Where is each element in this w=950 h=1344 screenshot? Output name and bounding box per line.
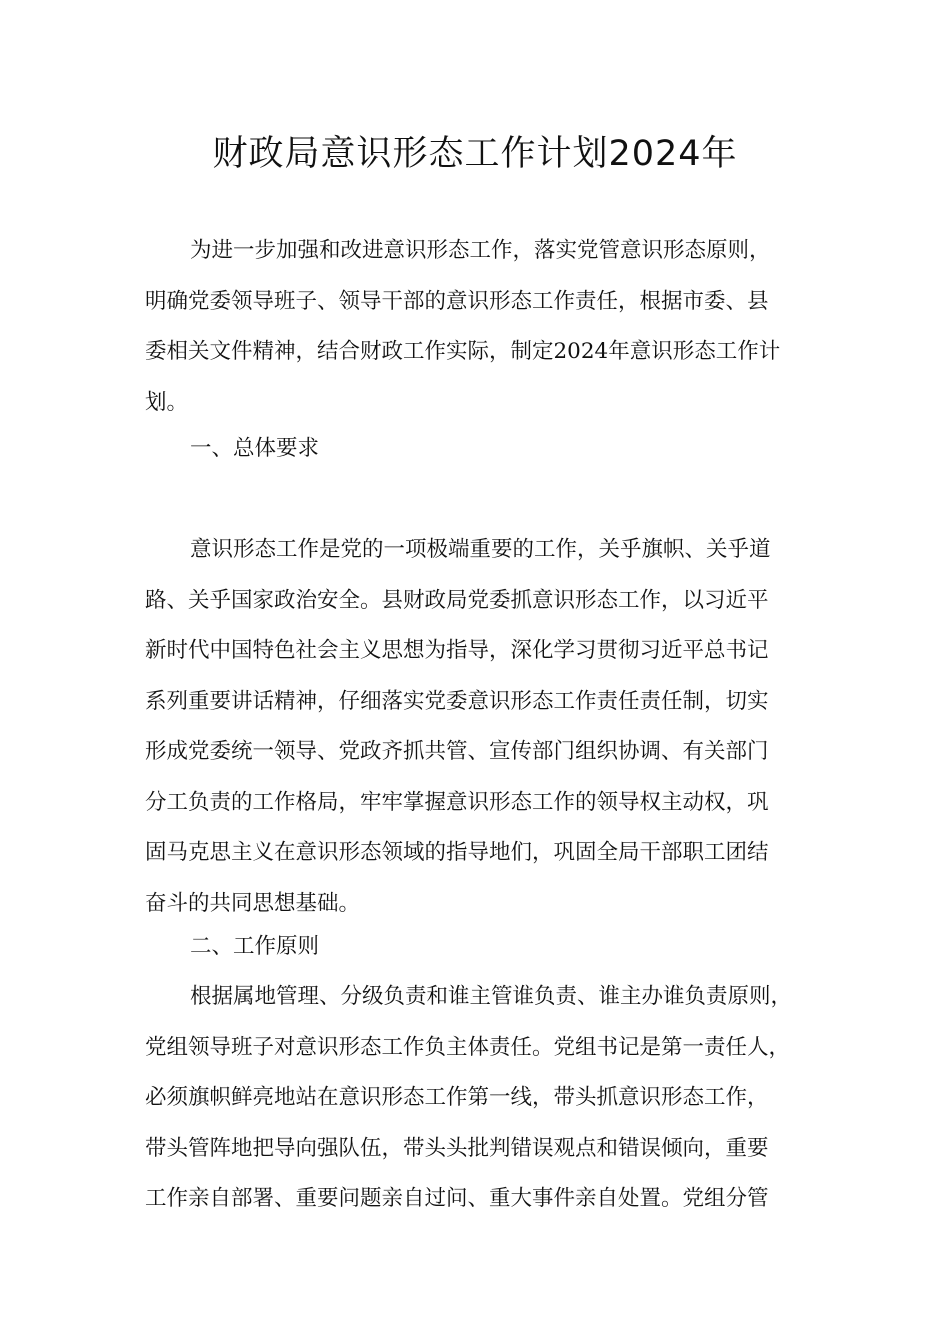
section-heading-work-principles: 二、工作原则: [190, 934, 320, 959]
section2-line: 党组领导班子对意识形态工作负主体责任。党组书记是第一责任人，: [145, 1034, 791, 1060]
section2-line: 必须旗帜鲜亮地站在意识形态工作第一线，带头抓意识形态工作，: [145, 1085, 769, 1110]
section1-line: 固马克思主义在意识形态领域的指导地们，巩固全局干部职工团结: [145, 840, 769, 865]
section1-paragraph: [145, 525, 835, 929]
intro-line: 明确党委领导班子、领导干部的意识形态工作责任，根据市委、县: [145, 288, 769, 314]
intro-line: 划。: [145, 389, 189, 415]
section1-line: 形成党委统一领导、党政齐抓共管、宣传部门组织协调、有关部门: [145, 739, 769, 764]
section1-line: 分工负责的工作格局，牢牢掌握意识形态工作的领导权主动权，巩: [145, 789, 769, 815]
section2-line: 带头管阵地把导向强队伍，带头头批判错误观点和错误倾向，重要: [145, 1135, 769, 1161]
section1-line: 新时代中国特色社会主义思想为指导，深化学习贯彻习近平总书记: [145, 638, 769, 663]
intro-paragraph: [145, 226, 835, 428]
section1-line: 系列重要讲话精神，仔细落实党委意识形态工作责任责任制，切实: [145, 688, 769, 714]
section-heading-general-requirements: 一、总体要求: [190, 436, 320, 461]
section2-line: 工作亲自部署、重要问题亲自过问、重大事件亲自处置。党组分管: [145, 1186, 769, 1211]
intro-line: 为进一步加强和改进意识形态工作，落实党管意识形态原则，: [190, 238, 771, 263]
document-title: 财政局意识形态工作计划2024年: [212, 134, 738, 174]
section2-line: 根据属地管理、分级负责和谁主管谁负责、谁主办谁负责原则，: [190, 984, 793, 1009]
section1-line: 路、关乎国家政治安全。县财政局党委抓意识形态工作，以习近平: [145, 587, 769, 613]
section2-paragraph: [145, 972, 835, 1225]
section1-line: 意识形态工作是党的一项极端重要的工作，关乎旗帜、关乎道: [190, 537, 771, 562]
intro-line: 委相关文件精神，结合财政工作实际，制定2024年意识形态工作计: [145, 339, 781, 364]
section1-line: 奋斗的共同思想基础。: [145, 890, 361, 916]
